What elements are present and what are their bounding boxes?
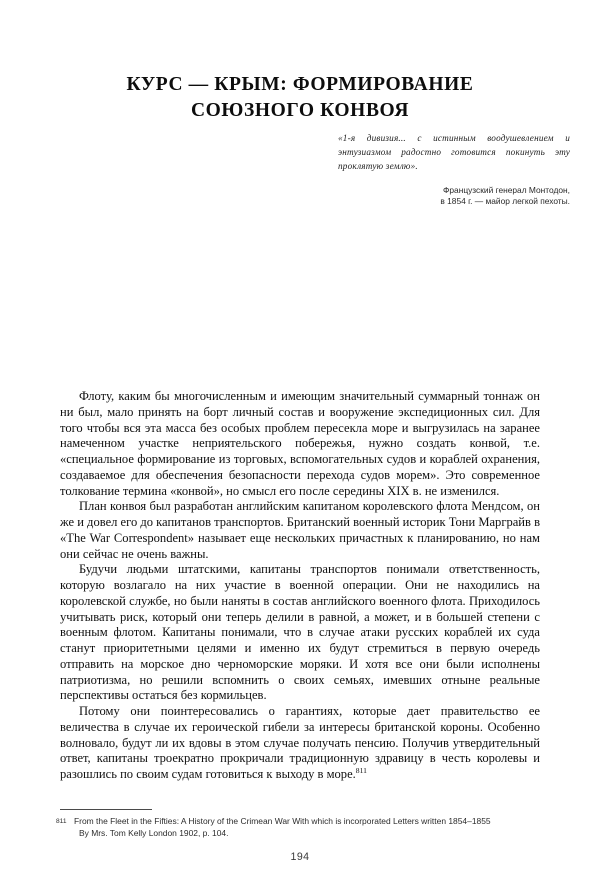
footnote-text xyxy=(74,816,552,839)
paragraph-4 xyxy=(60,704,540,783)
footnote-reference-marker: 811 xyxy=(355,765,367,775)
body-text xyxy=(60,389,540,783)
page-title-line-2: СОЮЗНОГО КОНВОЯ xyxy=(190,100,410,121)
footnote-number: 811 xyxy=(56,818,67,825)
epigraph-attribution-line-2: в 1854 г. — майор легкой пехоты. xyxy=(440,196,570,207)
footnote-text-line-1: From the Fleet in the Fifties: A History of the Crimean War With which is incorporated Letters written 1854–1855 xyxy=(74,816,491,826)
paragraph-1: Флоту, каким бы многочисленным и имеющим значительный суммарный тоннаж он ни был, мало принять на борт личный состав и вооружение экспедиционных сил. Для того чтобы вся эта масса без особых проблем пересекла море и выгрузилась на заранее намеченном участке неприятельского побережья, нужно создать конвой, т.е. «специальное формирование из торговых, вспомогательных судов и кораблей охранения, создаваемое для обеспечения безопасности перехода судов морем». Это современное толкование термина «конвой», но смысл его после середины XIX в. не изменился. xyxy=(60,389,540,498)
paragraph-3: Будучи людьми штатскими, капитаны транспортов понимали ответственность, которую возлагало на них участие в военной операции. Они не находились на королевской службе, но были наняты в состав английского военного флота. Приходилось учитывать риск, который они теперь делили в равной, а может, и в большей степени с военным флотом. Капитаны понимали, что в случае атаки русских кораблей их суда станут приоритетными целями и именно их будут стремиться в первую очередь отправить на морское дно черноморские моряки. И хотя все они были исполнены патриотизма, но решили вспомнить о своих семьях, имевших отныне реальные перспективы остаться без кормильцев. xyxy=(60,562,540,703)
epigraph-attribution-line-1: Французский генерал Монтодон, xyxy=(443,184,570,195)
paragraph-2: План конвоя был разработан английским капитаном королевского флота Мендсом, он же и довел его до капитанов транспортов. Британский военный историк Тони Марграйв в «The War Correspondent» называет еще нескольких причастных к планированию, но нам они сейчас не очень важны. xyxy=(60,499,541,561)
illustration-placeholder xyxy=(60,205,540,375)
footnote-separator-rule xyxy=(60,809,152,810)
footnote-text-line-2: By Mrs. Tom Kelly London 1902, p. 104. xyxy=(79,827,229,838)
page-number: 194 xyxy=(290,851,310,863)
paragraph-4-text: Потому они поинтересовались о гарантиях, которые дает правительство ее величества в случае их героической гибели за интересы британской короны. Особенно волновало, будут ли их вдовы в этом случае получать пенсию. Получив утвердительный ответ, капитаны троекратно прокричали традиционную здравицу в честь королевы и разошлись по своим судам готовиться к выходу в море. xyxy=(60,704,540,781)
footnote-block xyxy=(56,816,552,839)
epigraph-quote: «1-я дивизия... с истинным воодушевлением и энтузиазмом радостно готовится покинуть эту проклятую землю». xyxy=(338,133,570,172)
page-title-line-1: КУРС — КРЫМ: ФОРМИРОВАНИЕ xyxy=(126,74,474,95)
epigraph-block xyxy=(338,131,570,208)
page-title xyxy=(60,72,540,124)
